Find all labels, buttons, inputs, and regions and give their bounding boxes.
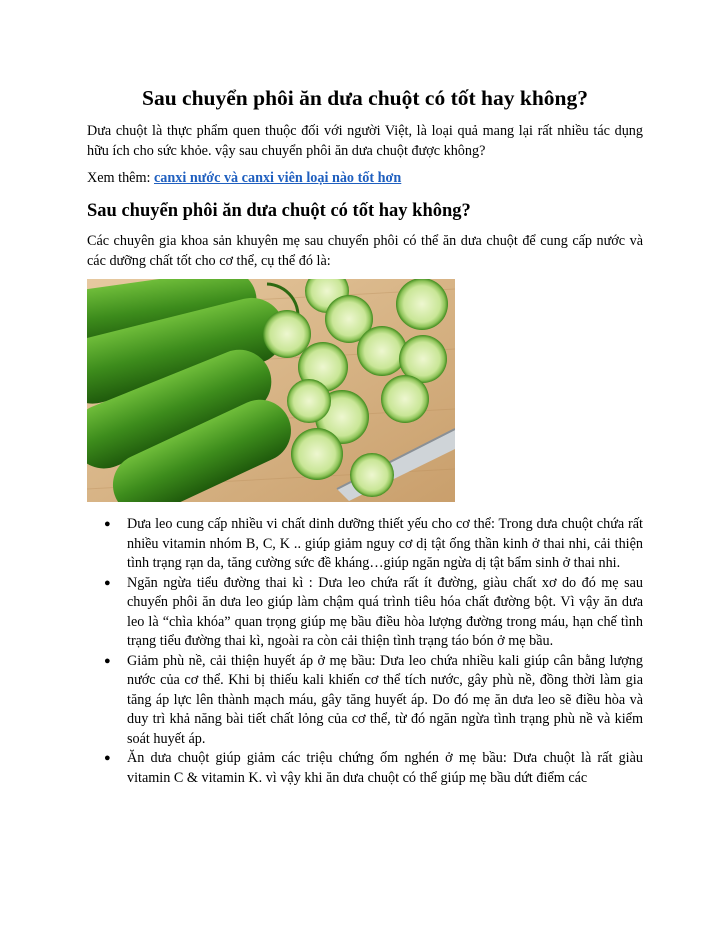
bullet-icon: ● (104, 518, 111, 530)
list-item (87, 574, 643, 652)
intro-paragraph: Dưa chuột là thực phẩm quen thuộc đối với người Việt, là loại quả mang lại rất nhiều tác dụng hữu ích cho sức khỏe. vậy sau chuyển phôi ăn dưa chuột được không? (87, 123, 643, 159)
list-item-text: Ăn dưa chuột giúp giảm các triệu chứng ốm nghén ở mẹ bầu: Dưa chuột là rất giàu vitamin C & vitamin K. vì vậy khi ăn dưa chuột có thể giúp mẹ bầu dứt điểm các (127, 750, 643, 786)
list-item (87, 749, 643, 788)
list-item (87, 652, 643, 750)
see-also-prefix: Xem thêm: (87, 170, 154, 186)
cucumber-photo (87, 279, 455, 502)
lead-paragraph: Các chuyên gia khoa sản khuyên mẹ sau chuyển phôi có thể ăn dưa chuột để cung cấp nước và các dưỡng chất tốt cho cơ thể, cụ thể đó là: (87, 233, 643, 269)
list-item-text: Dưa leo cung cấp nhiều vi chất dinh dưỡng thiết yếu cho cơ thể: Trong dưa chuột chứa rất nhiều vitamin nhóm B, C, K .. giúp giảm nguy cơ dị tật ống thần kinh ở thai nhi, cải thiện tình trạng rạn da, tăng cường sức đề kháng…giúp ngăn ngừa dị tật bẩm sinh ở thai nhi. (127, 516, 643, 571)
section-heading: Sau chuyển phôi ăn dưa chuột có tốt hay không? (87, 201, 471, 221)
list-item-text: Ngăn ngừa tiểu đường thai kì : Dưa leo chứa rất ít đường, giàu chất xơ do đó mẹ sau chuyển phôi ăn dưa leo giúp làm chậm quá trình tiêu hóa chất đường bột. Vì vậy ăn dưa leo là “chìa khóa” quan trọng giúp mẹ bầu điều hòa lượng đường trong máu, hạn chế tình trạng tiểu đường thai kì, ngoài ra còn cải thiện tình trạng táo bón ở mẹ bầu. (127, 574, 643, 649)
list-item-text: Giảm phù nề, cải thiện huyết áp ở mẹ bầu: Dưa leo chứa nhiều kali giúp cân bằng lượng nước của cơ thể. Khi bị thiếu kali khiến cơ thể tích nước, gây phù nề, đồng thời làm gia tăng áp lực lên thành mạch máu, gây tăng huyết áp. Do đó mẹ ăn dưa leo sẽ điều hòa và duy trì khả năng bài tiết chất lỏng của cơ thể, từ đó ngăn ngừa tình trạng phù nề và kiểm soát huyết áp. (127, 652, 643, 747)
benefits-list (87, 515, 643, 788)
see-also-link[interactable]: canxi nước và canxi viên loại nào tốt hơn (153, 170, 402, 186)
bullet-icon: ● (104, 654, 111, 667)
list-item (87, 515, 643, 574)
see-also-line (87, 169, 401, 189)
page-title: Sau chuyển phôi ăn dưa chuột có tốt hay không? (141, 86, 588, 110)
bullet-icon: ● (104, 752, 111, 764)
bullet-icon: ● (104, 576, 111, 589)
